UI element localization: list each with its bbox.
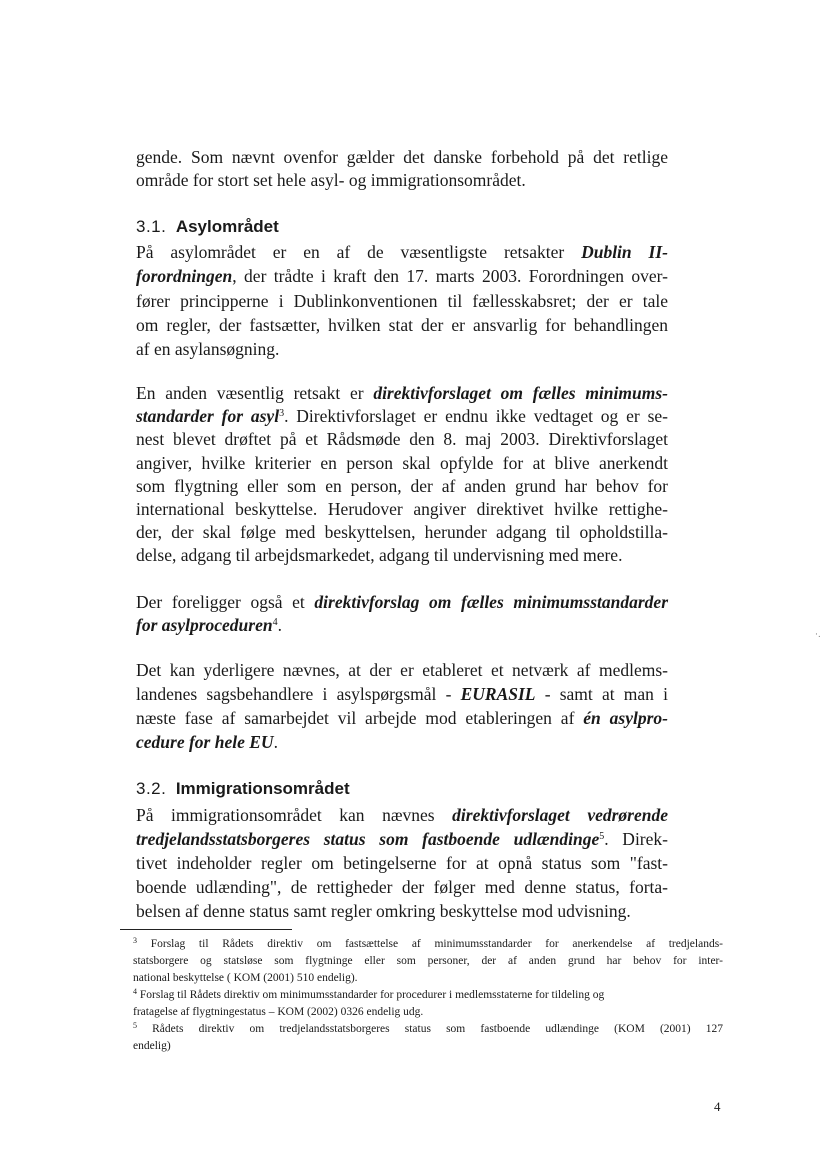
p2-line-7: der, der skal følge med beskyttelsen, herunder adgang til opholdstilla- — [136, 522, 668, 542]
section-number: 3.2. — [136, 779, 167, 798]
page-number: 4 — [714, 1099, 721, 1114]
footnote-5-line-2: endelig) — [133, 1040, 171, 1052]
p5-line-4: boende udlænding", de rettigheder der følger med denne status, forta- — [136, 877, 668, 897]
section-heading-immigration — [136, 779, 350, 799]
section-heading-asylum — [136, 217, 279, 237]
footnote-divider — [120, 929, 292, 930]
section-title: Asylområdet — [175, 217, 279, 236]
footnote-ref-4: 4 — [272, 617, 278, 628]
p1-line-4: om regler, der fastsætter, hvilken stat der er ansvarlig for behandlingen — [136, 315, 668, 335]
p1-line-2: forordningen, der trådte i kraft den 17. marts 2003. Forordningen over- — [136, 266, 668, 286]
footnote-5-line-1: $^5$ Rådets direktiv om tredjelandsstatsborgeres status som fastboende udlændinge (KOM (2001) 127 — [133, 1021, 723, 1035]
p2-line-5: som flygtning eller som en person, der af anden grund har behov for — [136, 476, 668, 496]
footnote-3-line-1: $^3$ Forslag til Rådets direktiv om fastsættelse af minimumsstandarder for anerkendelse af tredjelands- — [133, 936, 724, 950]
p5-line-3: tivet indeholder regler om betingelserne for at opnå status som "fast- — [136, 853, 668, 873]
p2-line-2: standarder for asyl$^3$. Direktivforslaget er endnu ikke vedtaget og er se- — [136, 406, 668, 426]
p2-line-6: international beskyttelse. Herudover angiver direktivet hvilke rettighe- — [136, 499, 668, 519]
p4-line-4: cedure for hele EU. — [136, 732, 278, 752]
p5-line-1: På immigrationsområdet kan nævnes direktivforslaget vedrørende — [136, 805, 669, 825]
p3-line-1: Der foreligger også et direktivforslag om fælles minimumsstandarder — [136, 592, 669, 612]
footnote-3-line-3: national beskyttelse ( KOM (2001) 510 endelig). — [133, 972, 358, 984]
p1-line-1: På asylområdet er en af de væsentligste retsakter Dublin II- — [136, 242, 668, 262]
p4-line-2: landenes sagsbehandlere i asylspørgsmål - EURASIL - samt at man i — [136, 684, 668, 704]
section-title: Immigrationsområdet — [175, 779, 350, 798]
p3-line-2: for asylproceduren$^4$. — [136, 615, 282, 635]
footnote-ref-3: 3 — [279, 408, 285, 419]
footnote-4-line-1: $^4$ Forslag til Rådets direktiv om minimumsstandarder for procedurer i medlemsstaterne for tildeling og — [133, 987, 605, 1001]
p5-line-5: belsen af denne status samt regler omkring beskyttelse mod udvisning. — [136, 901, 631, 921]
p4-line-1: Det kan yderligere nævnes, at der er etableret et netværk af medlems- — [136, 660, 668, 680]
footnote-4-line-2: fratagelse af flygtningestatus – KOM (2002) 0326 endelig udg. — [133, 1006, 424, 1018]
section-number: 3.1. — [136, 217, 167, 236]
footnote-ref-5: 5 — [599, 831, 605, 842]
p4-line-3: næste fase af samarbejdet vil arbejde mod etableringen af én asylpro- — [136, 708, 668, 728]
p1-line-5: af en asylansøgning. — [136, 339, 280, 359]
p5-line-2: tredjelandsstatsborgeres status som fastboende udlændinge$^5$. Direk- — [136, 829, 668, 849]
p2-line-4: angiver, hvilke kriterier en person skal opfylde for at blive anerkendt — [136, 453, 668, 473]
scan-artifact: ·. — [815, 630, 821, 640]
footnote-3-line-2: statsborgere og statsløse som flygtninge eller som personer, der af anden grund har behov for inter- — [133, 955, 723, 967]
p2-line-8: delse, adgang til arbejdsmarkedet, adgang til undervisning med mere. — [136, 545, 623, 565]
p2-line-1: En anden væsentlig retsakt er direktivforslaget om fælles minimums- — [136, 383, 668, 403]
p2-line-3: nest blevet drøftet på et Rådsmøde den 8. maj 2003. Direktivforslaget — [136, 429, 668, 449]
p1-line-3: fører principperne i Dublinkonventionen til fællesskabsret; der er tale — [136, 291, 668, 311]
intro-line-1: gende. Som nævnt ovenfor gælder det danske forbehold på det retlige — [136, 147, 668, 167]
intro-line-2: område for stort set hele asyl- og immigrationsområdet. — [136, 170, 526, 190]
